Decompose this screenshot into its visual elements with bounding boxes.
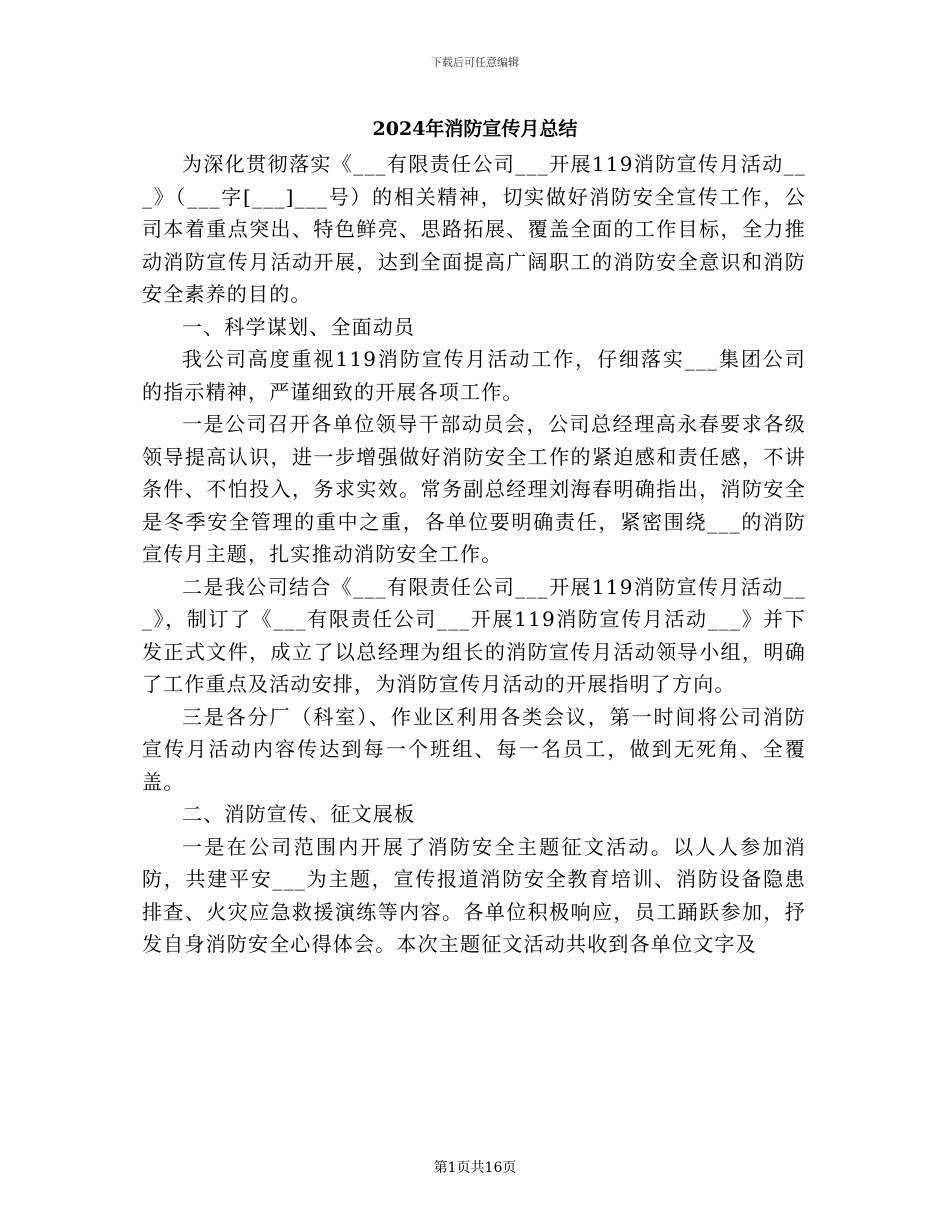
paragraph: 三是各分厂（科室）、作业区利用各类会议，第一时间将公司消防宣传月活动内容传达到每一个班组、每一名员工，做到无死角、全覆盖。 [142, 704, 806, 794]
paragraph: 一是公司召开各单位领导干部动员会，公司总经理高永春要求各级领导提高认识，进一步增强做好消防安全工作的紧迫感和责任感，不讲条件、不怕投入，务求实效。常务副总经理刘海春明确指出，消防安全是冬季安全管理的重中之重，各单位要明确责任，紧密围绕___的消防宣传月主题，扎实推动消防安全工作。 [142, 412, 806, 566]
document-body [142, 148, 806, 961]
paragraph: 一是在公司范围内开展了消防安全主题征文活动。以人人参加消防，共建平安___为主题，宣传报道消防安全教育培训、消防设备隐患排查、火灾应急救援演练等内容。各单位积极响应，员工踊跃参加，抒发自身消防安全心得体会。本次主题征文活动共收到各单位文字及 [142, 834, 806, 956]
section-heading-1: 一、科学谋划、全面动员 [182, 314, 416, 339]
paragraph: 二是我公司结合《___有限责任公司___开展119消防宣传月活动___》，制订了《___有限责任公司___开展119消防宣传月活动___》并下发正式文件，成立了以总经理为组长的消防宣传月活动领导小组，明确了工作重点及活动安排，为消防宣传月活动的开展指明了方向。 [142, 574, 806, 696]
document-title: 2024年消防宣传月总结 [372, 118, 578, 140]
page-number: 第1页共16页 [433, 1160, 517, 1176]
paragraph-intro: 为深化贯彻落实《___有限责任公司___开展119消防宣传月活动___》（___字[___]___号）的相关精神，切实做好消防安全宣传工作，公司本着重点突出、特色鲜亮、思路拓展、覆盖全面的工作目标，全力推动消防宣传月活动开展，达到全面提高广阔职工的消防安全意识和消防安全素养的目的。 [142, 152, 806, 306]
paragraph: 我公司高度重视119消防宣传月活动工作，仔细落实___集团公司的指示精神，严谨细致的开展各项工作。 [142, 347, 806, 404]
section-heading-2: 二、消防宣传、征文展板 [182, 802, 416, 826]
page-header-note: 下载后可任意编辑 [431, 56, 519, 69]
